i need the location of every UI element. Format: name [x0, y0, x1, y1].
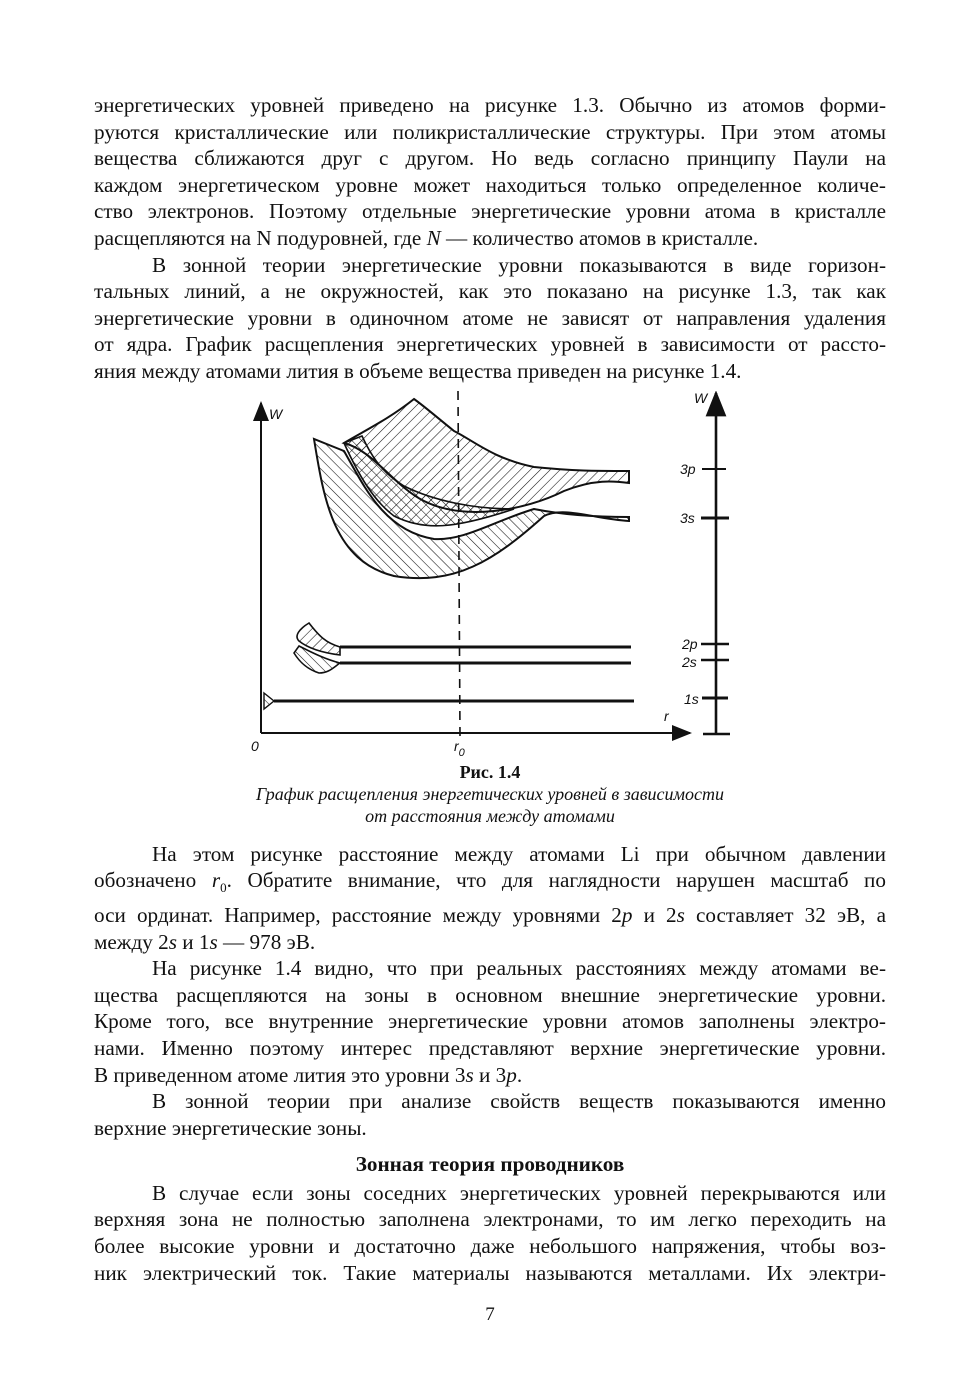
text-fragment: обозначено: [94, 868, 212, 893]
paragraph-4: [94, 955, 886, 1088]
figure-caption-line-2: от расстояния между атомами: [365, 805, 615, 826]
text-line: В зонной теории энергетические уровни показываются в виде горизон-: [152, 252, 886, 277]
page-number: 7: [485, 1304, 495, 1325]
text-line: [94, 929, 886, 956]
figure-title: Рис. 1.4: [459, 761, 521, 782]
text-line: [94, 1062, 886, 1089]
variable-n: N: [426, 225, 441, 250]
text-line: от ядра. График расщепления энергетических уровней в зависимости от рассто-: [94, 332, 886, 357]
text-line: [94, 225, 886, 252]
text-fragment: и 2: [632, 902, 677, 927]
text-fragment: оси ординат. Например, расстояние между уровнями 2: [94, 902, 622, 927]
text-fragment: — 978 эВ.: [217, 929, 316, 954]
text-line: В зонной теории при анализе свойств веществ показываются именно: [152, 1089, 886, 1114]
text-fragment: .: [516, 1062, 523, 1087]
text-line: тальных линий, а не окружностей, как это показано на рисунке 1.3, так как: [94, 279, 886, 304]
variable-r: r: [211, 868, 221, 893]
label-1s: 1s: [684, 690, 699, 707]
text-line: яния между атомами лития в объеме вещества приведен на рисунке 1.4.: [94, 358, 742, 383]
text-line: [94, 867, 886, 902]
text-line: щества расщепляются на зоны в основном внешние энергетические уровни.: [94, 982, 886, 1007]
label-3p: 3p: [680, 460, 696, 477]
figure-caption-line-1: График расщепления энергетических уровней в зависимости: [256, 783, 724, 804]
orbital-s: s: [168, 929, 177, 954]
figure-energy-level-splitting: [94, 391, 886, 761]
paragraph-5: [94, 1088, 886, 1141]
x-axis-label: r: [664, 707, 669, 724]
text-line: нами. Именно поэтому интерес представляют верхние энергетические уровни.: [94, 1035, 886, 1060]
text-line: энергетических уровней приведено на рисунке 1.3. Обычно из атомов форми-: [94, 93, 886, 117]
text-line: [94, 902, 886, 929]
label-3s: 3s: [680, 509, 695, 526]
orbital-s: s: [209, 929, 218, 954]
paragraph-1: [94, 92, 886, 252]
text-line: энергетические уровни в одиночном атоме не зависят от направления удаления: [94, 305, 886, 330]
subscript-0: 0: [220, 880, 227, 896]
text-line: На этом рисунке расстояние между атомами Li при обычном давлении: [152, 841, 886, 866]
text-line: вещества сближаются друг с другом. Но ведь согласно принципу Паули на: [94, 146, 886, 171]
energy-splitting-diagram: [94, 391, 886, 761]
text-line: верхние энергетические зоны.: [94, 1115, 367, 1140]
text-line: ство электронов. Поэтому отдельные энергетические уровни атома в кристалле: [94, 199, 886, 224]
y-axis-label: W: [269, 405, 283, 422]
text-line: В случае если зоны соседних энергетических уровней перекрываются или: [152, 1180, 886, 1205]
paragraph-6: [94, 1180, 886, 1286]
text-fragment: В приведенном атоме лития это уровни 3: [94, 1062, 466, 1087]
r0-label: $r_0$: [454, 737, 465, 759]
paragraph-2: [94, 252, 886, 385]
orbital-p: p: [506, 1062, 517, 1087]
paragraph-3: [94, 841, 886, 956]
orbital-s: s: [676, 902, 685, 927]
text-fragment: составляет 32 эВ, а: [684, 902, 886, 927]
text-fragment: и 3: [473, 1062, 507, 1087]
orbital-s: s: [465, 1062, 474, 1087]
text-fragment: между 2: [94, 929, 169, 954]
origin-label: 0: [251, 737, 259, 754]
text-line: более высокие уровни и достаточно даже небольшого напряжения, чтобы воз-: [94, 1234, 886, 1259]
text-line: каждом энергетическом уровне может находиться только определенное количе-: [94, 172, 886, 197]
text-line: На рисунке 1.4 видно, что при реальных расстояниях между атомами ве-: [152, 956, 886, 981]
text-fragment: и 1: [176, 929, 210, 954]
text-fragment: . Обратите внимание, что для наглядности нарушен масштаб по: [226, 868, 886, 893]
text-line: ник электрический ток. Такие материалы называются металлами. Их электри-: [94, 1260, 886, 1285]
band-1s-small: [264, 693, 274, 709]
orbital-p: p: [621, 902, 633, 927]
label-2p: 2p: [682, 635, 698, 652]
label-2s: 2s: [682, 653, 697, 670]
text-line: верхняя зона не полностью заполнена электронами, то им легко переходить на: [94, 1207, 886, 1232]
text-fragment: — количество атомов в кристалле.: [440, 225, 759, 250]
text-fragment: расщепляются на N подуровней, где: [94, 225, 427, 250]
section-heading: Зонная теория проводников: [355, 1152, 625, 1177]
text-line: Кроме того, все внутренние энергетические уровни атомов заполнены электро-: [94, 1009, 886, 1034]
right-axis-label: W: [694, 390, 708, 406]
page-body: [94, 92, 886, 1286]
text-line: руются кристаллические или поликристаллические структуры. При этом атомы: [94, 119, 886, 144]
